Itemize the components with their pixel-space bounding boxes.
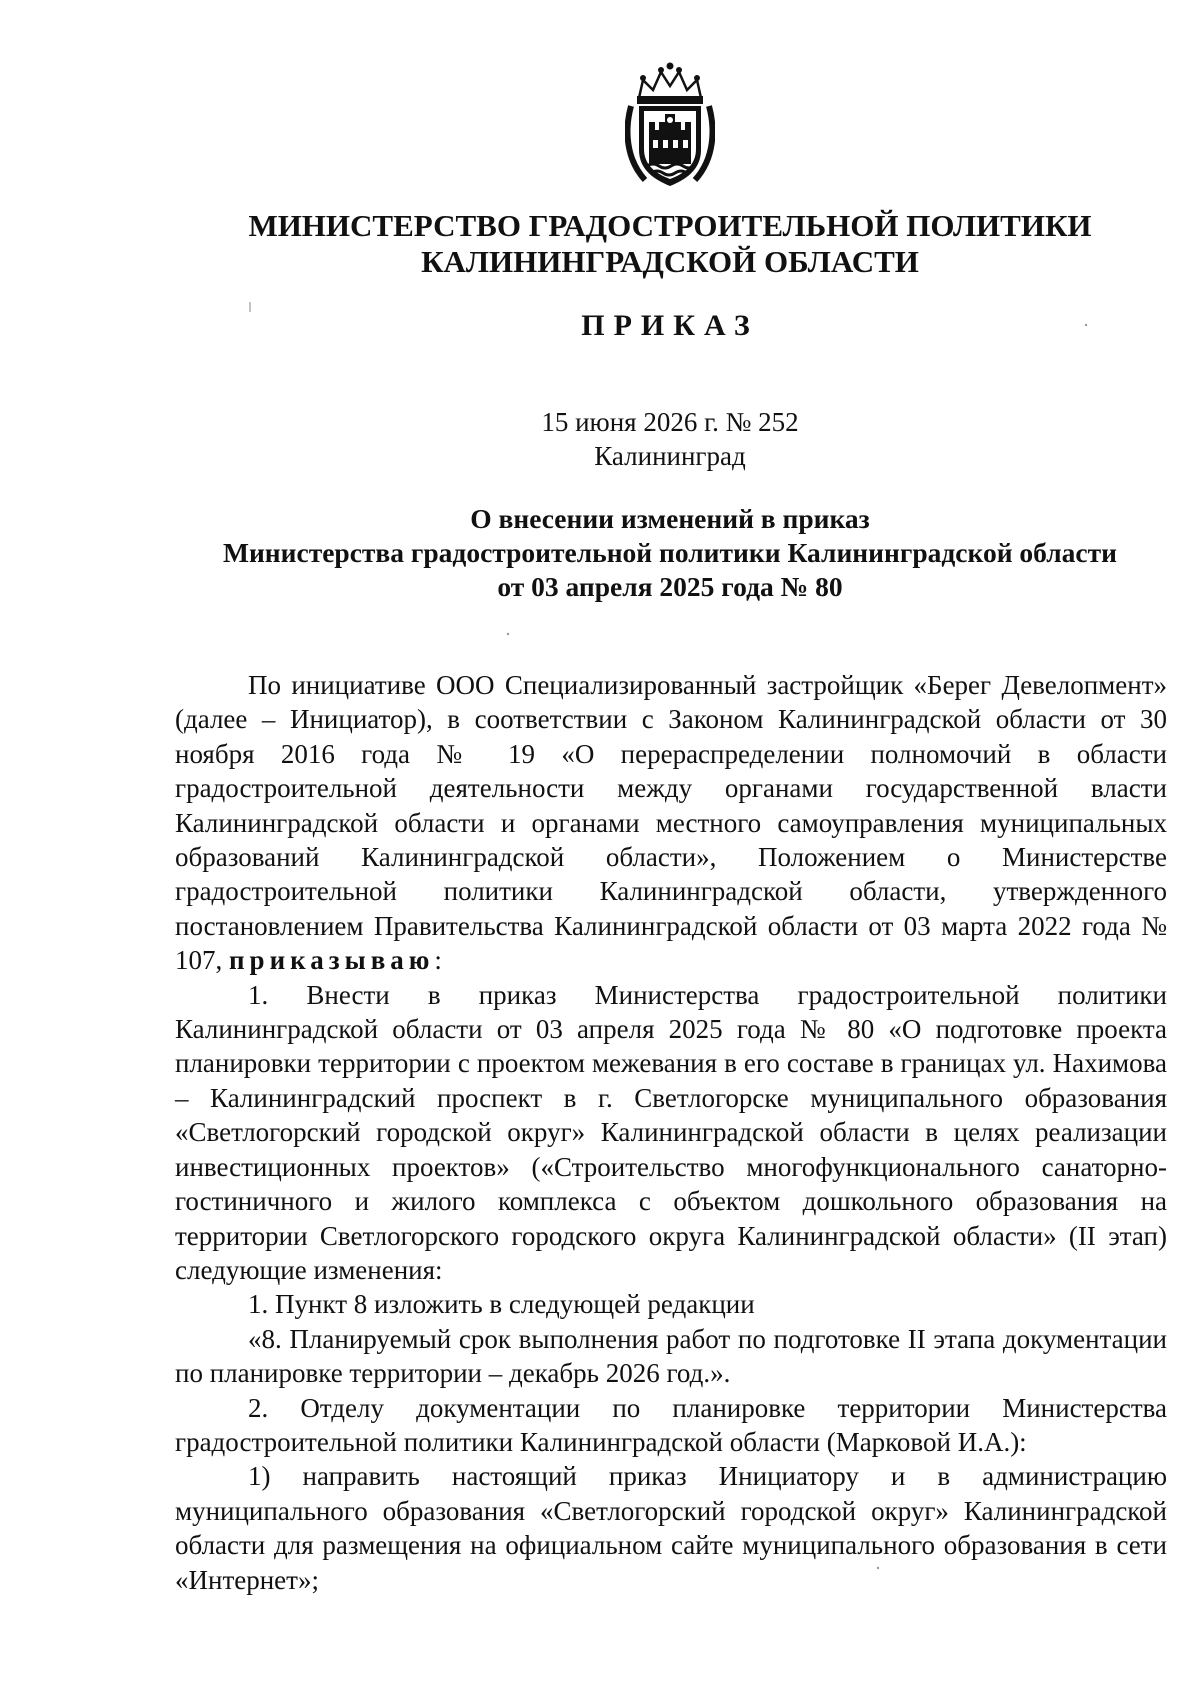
order-word-colon: : xyxy=(434,945,442,976)
ministry-name-line1: МИНИСТЕРСТВО ГРАДОСТРОИТЕЛЬНОЙ ПОЛИТИКИ xyxy=(248,208,1092,243)
body-paragraph-item-2: 2. Отделу документации по планировке территории Министерства градостроительной политики Калининградской области (Марковой И.А.): xyxy=(175,1392,1167,1457)
body-paragraph-item-2-1: 1) направить настоящий приказ Инициатору и в администрацию муниципального образования «Светлогорский городской округ» Калининградской области для размещения на официальном сайте муниципального образования в сети «Интернет»; xyxy=(175,1461,1167,1595)
order-title: ПРИКАЗ xyxy=(581,309,759,342)
order-body xyxy=(175,668,1167,1597)
order-word: приказываю xyxy=(229,945,435,976)
order-city: Калининград xyxy=(594,441,746,471)
order-subject-line2: Министерства градостроительной политики Калининградской области xyxy=(223,537,1117,568)
kaliningrad-coat-of-arms-icon xyxy=(625,58,715,190)
body-paragraph-preamble xyxy=(175,668,1167,978)
order-subject-line1: О внесении изменений в приказ xyxy=(470,503,870,534)
ministry-name xyxy=(170,208,1170,280)
preamble-text: По инициативе ООО Специализированный застройщик «Берег Девелопмент» (далее – Инициатор), в соответствии с Законом Калининградской области от 30 ноября 2016 года № 19 «О перераспределении полномочий в области градостроительной деятельности между органами государственной власти Калининградской области и органами местного самоуправления муниципальных образований Калининградской области», Положением о Министерстве градостроительной политики Калининградской области, утвержденного постановлением Правительства Калининградской области от 03 марта 2022 года № 107, xyxy=(175,670,1167,976)
order-date-number xyxy=(170,405,1170,473)
body-paragraph-item-1-1: 1. Пункт 8 изложить в следующей редакции xyxy=(248,1289,755,1320)
order-subject-line3: от 03 апреля 2025 года № 80 xyxy=(497,571,843,602)
body-paragraph-quote: «8. Планируемый срок выполнения работ по подготовке II этапа документации по планировке территории – декабрь 2026 год.». xyxy=(175,1323,1167,1389)
ministry-name-line2: КАЛИНИНГРАДСКОЙ ОБЛАСТИ xyxy=(421,244,919,279)
order-subject xyxy=(170,502,1170,604)
body-paragraph-item-1: 1. Внести в приказ Министерства градостроительной политики Калининградской области от 03 апреля 2025 года № 80 «О подготовке проекта планировки территории с проектом межевания в его составе в границах ул. Нахимова – Калининградский проспект в г. Светлогорске муниципального образования «Светлогорский городской округ» Калининградской области в целях реализации инвестиционных проектов» («Строительство многофункционального санаторно-гостиничного и жилого комплекса с объектом дошкольного образования на территории Светлогорского городского округа Калининградской области» (II этап) следующие изменения: xyxy=(175,979,1167,1285)
order-date: 15 июня 2026 г. № 252 xyxy=(541,407,799,437)
